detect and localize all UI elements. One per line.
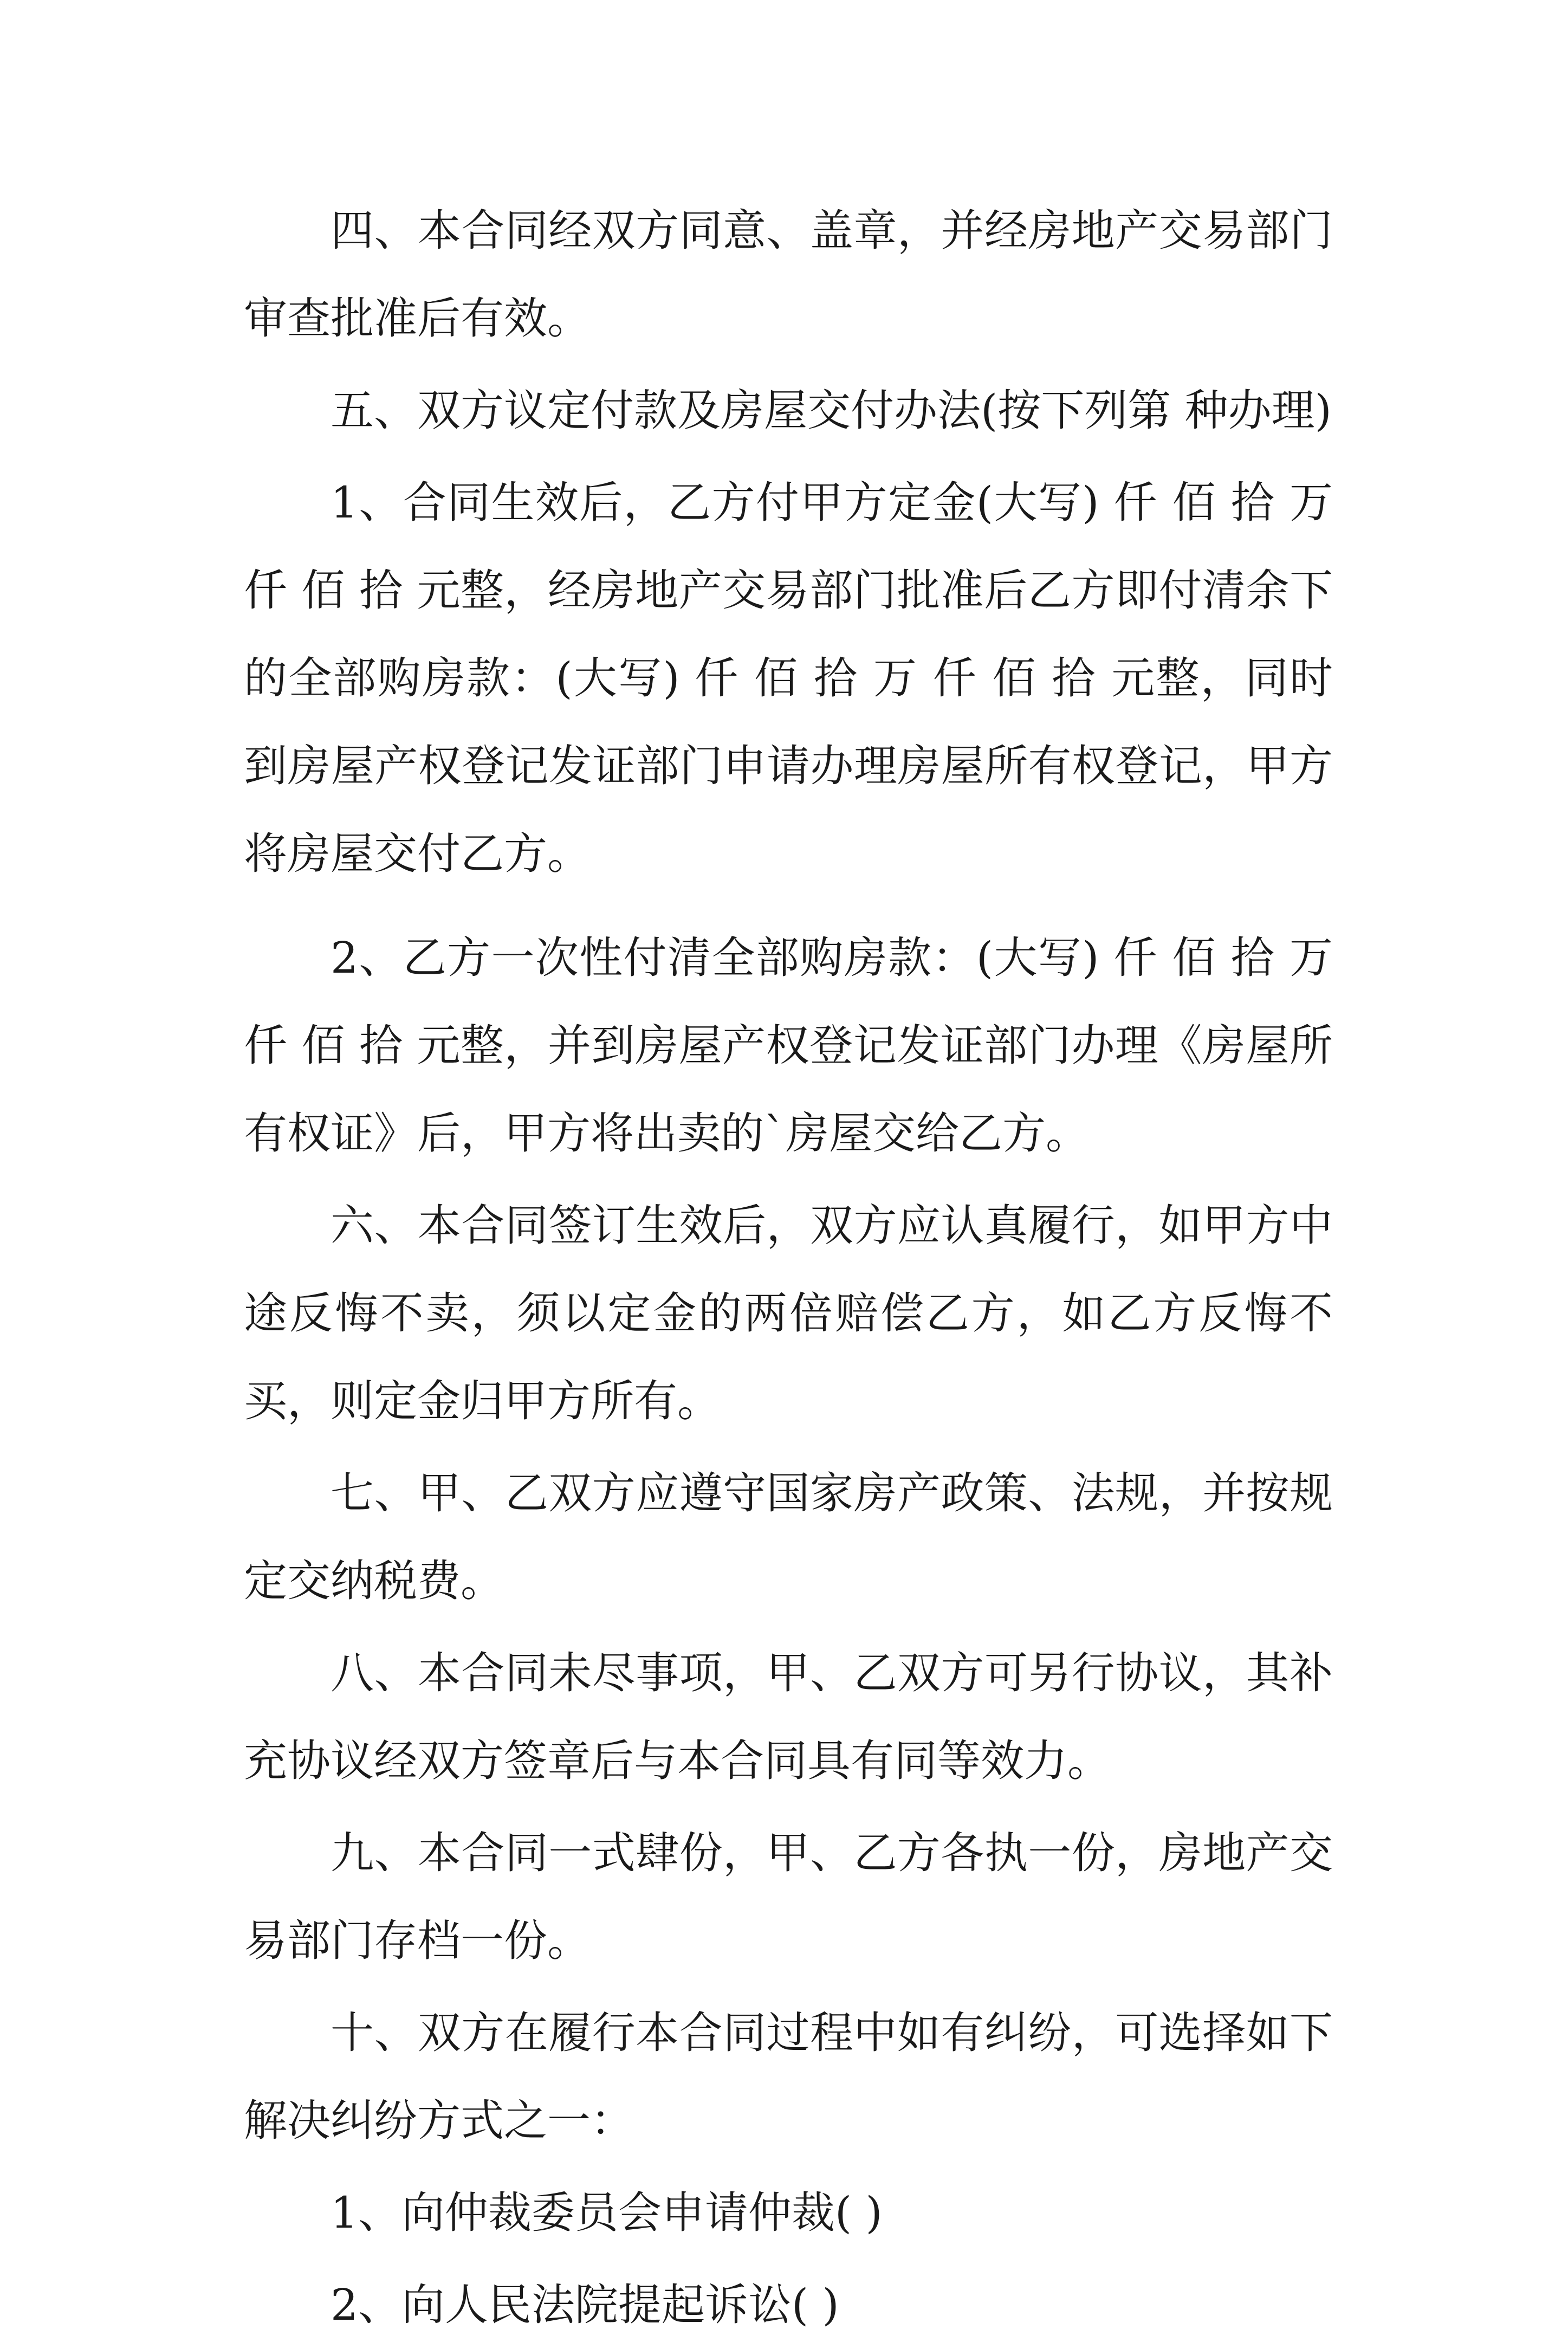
clause-ten-option-2: 2、向人民法院提起诉讼( ) [331,2280,839,2330]
clause-ten-option-1: 1、向仲裁委员会申请仲裁( ) [331,2188,883,2238]
clause-eight: 八、本合同未尽事项，甲、乙双方可另行协议，其补充协议经双方签章后与本合同具有同等效力。 [244,1648,1333,1786]
document-page [244,187,1333,2349]
clause-five-item-2: 2、乙方一次性付清全部购房款：(大写) 仟 佰 拾 万 仟 佰 拾 元整，并到房屋产权登记发证部门办理《房屋所有权证》后，甲方将出卖的`房屋交给乙方。 [244,933,1333,1159]
clause-seven: 七、甲、乙双方应遵守国家房产政策、法规，并按规定交纳税费。 [244,1468,1333,1606]
clause-five: 五、双方议定付款及房屋交付办法(按下列第 种办理) [331,385,1332,436]
clause-four: 四、本合同经双方同意、盖章，并经房地产交易部门审查批准后有效。 [244,205,1333,344]
clause-five-item-1: 1、合同生效后，乙方付甲方定金(大写) 仟 佰 拾 万 仟 佰 拾 元整，经房地产交易部门批准后乙方即付清余下的全部购房款：(大写) 仟 佰 拾 万 仟 佰 拾 元整，同时到房屋产权登记发证部门申请办理房屋所有权登记，甲方将房屋交付乙方。 [244,477,1333,879]
clause-ten: 十、双方在履行本合同过程中如有纠纷，可选择如下解决纠纷方式之一： [244,2008,1333,2146]
clause-nine: 九、本合同一式肆份，甲、乙方各执一份，房地产交易部门存档一份。 [244,1828,1333,1966]
clause-six: 六、本合同签订生效后，双方应认真履行，如甲方中途反悔不卖，须以定金的两倍赔偿乙方，如乙方反悔不买，则定金归甲方所有。 [244,1200,1333,1426]
